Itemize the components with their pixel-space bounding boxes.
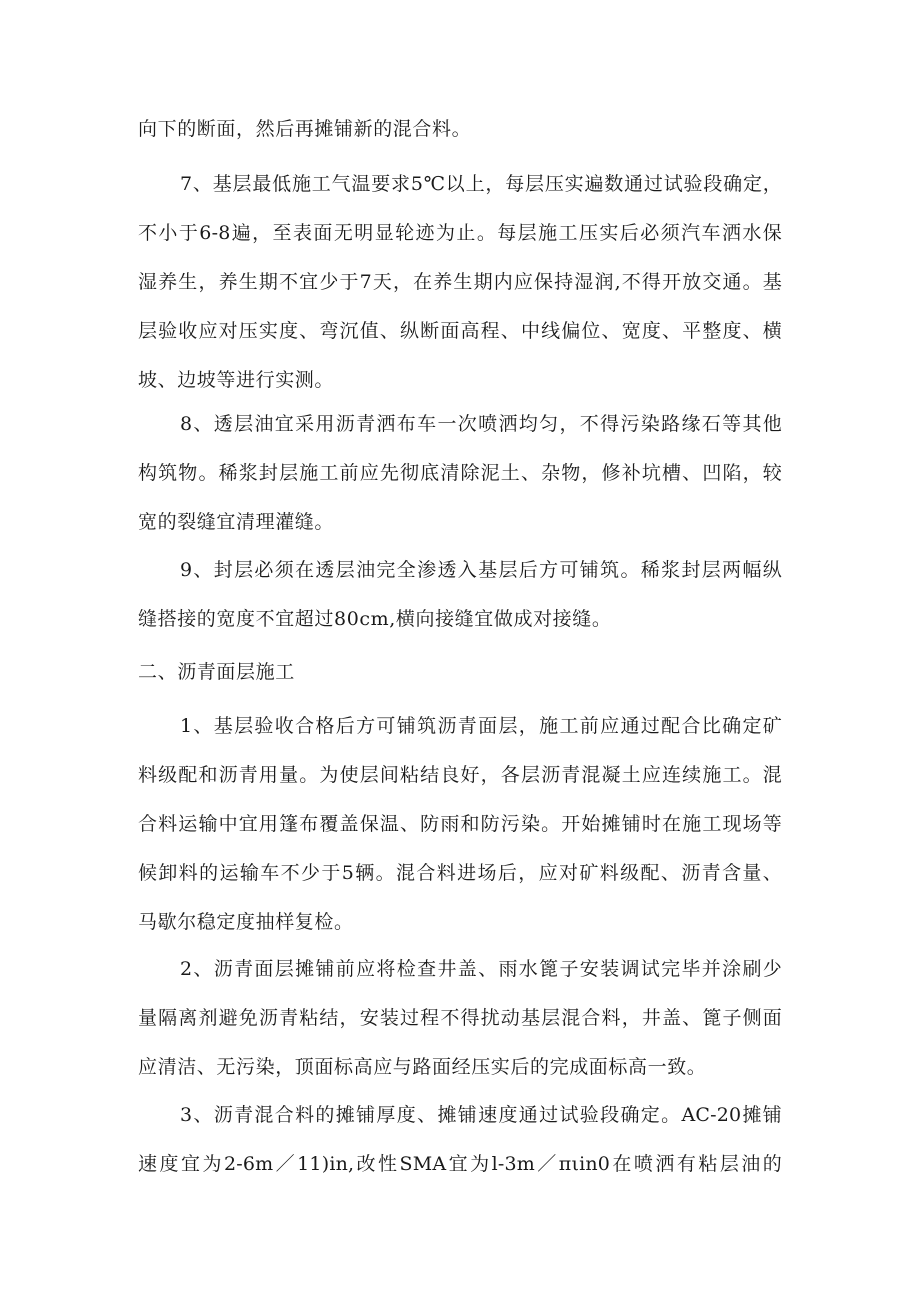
paragraph-2-line: 量隔离剂避免沥青粘结，安装过程不得扰动基层混合料，井盖、篦子侧面 [138, 1007, 782, 1029]
paragraph-7-line: 坡、边坡等进行实测。 [138, 369, 335, 391]
paragraph-1-line: 马歇尔稳定度抽样复检。 [138, 911, 354, 933]
paragraph-8-line: 宽的裂缝宜清理灌缝。 [138, 511, 335, 533]
paragraph-3-line: 速度宜为2-6m／11)in,改性SMA宜为l-3m／πιin0在喷洒有粘层油的 [138, 1153, 782, 1175]
paragraph-8-line: 8、透层油宜采用沥青洒布车一次喷洒均匀，不得污染路缘石等其他 [180, 413, 782, 435]
paragraph-1-line: 合料运输中宜用篷布覆盖保温、防雨和防污染。开始摊铺时在施工现场等 [138, 813, 782, 835]
paragraph-7-line: 7、基层最低施工气温要求5℃以上，每层压实遍数通过试验段确定， [180, 173, 782, 195]
paragraph-9-line: 9、封层必须在透层油完全渗透入基层后方可铺筑。稀浆封层两幅纵 [180, 559, 782, 581]
paragraph-7-line: 层验收应对压实度、弯沉值、纵断面高程、中线偏位、宽度、平整度、横 [138, 320, 782, 342]
paragraph-8-line: 构筑物。稀浆封层施工前应先彻底清除泥土、杂物，修补坑槽、凹陷，较 [138, 462, 782, 484]
paragraph-3-line: 3、沥青混合料的摊铺厚度、摊铺速度通过试验段确定。AC-20摊铺 [180, 1104, 782, 1126]
paragraph-1-line: 料级配和沥青用量。为使层间粘结良好，各层沥青混凝土应连续施工。混 [138, 764, 782, 786]
paragraph-1-line: 候卸料的运输车不少于5辆。混合料进场后，应对矿料级配、沥青含量、 [138, 862, 782, 884]
paragraph-9-line: 缝搭接的宽度不宜超过80cm,横向接缝宜做成对接缝。 [138, 608, 612, 630]
paragraph-7-line: 湿养生，养生期不宜少于7天，在养生期内应保持湿润,不得开放交通。基 [138, 271, 782, 293]
section-heading: 二、沥青面层施工 [138, 661, 295, 683]
paragraph-2-line: 应清洁、无污染，顶面标高应与路面经压实后的完成面标高一致。 [138, 1056, 707, 1078]
text-line: 向下的断面，然后再摊铺新的混合料。 [138, 118, 472, 140]
paragraph-7-line: 不小于6-8遍，至表面无明显轮迹为止。每层施工压实后必须汽车洒水保 [138, 222, 782, 244]
paragraph-1-line: 1、基层验收合格后方可铺筑沥青面层，施工前应通过配合比确定矿 [180, 715, 782, 737]
paragraph-2-line: 2、沥青面层摊铺前应将检查井盖、雨水篦子安装调试完毕并涂刷少 [180, 958, 782, 980]
